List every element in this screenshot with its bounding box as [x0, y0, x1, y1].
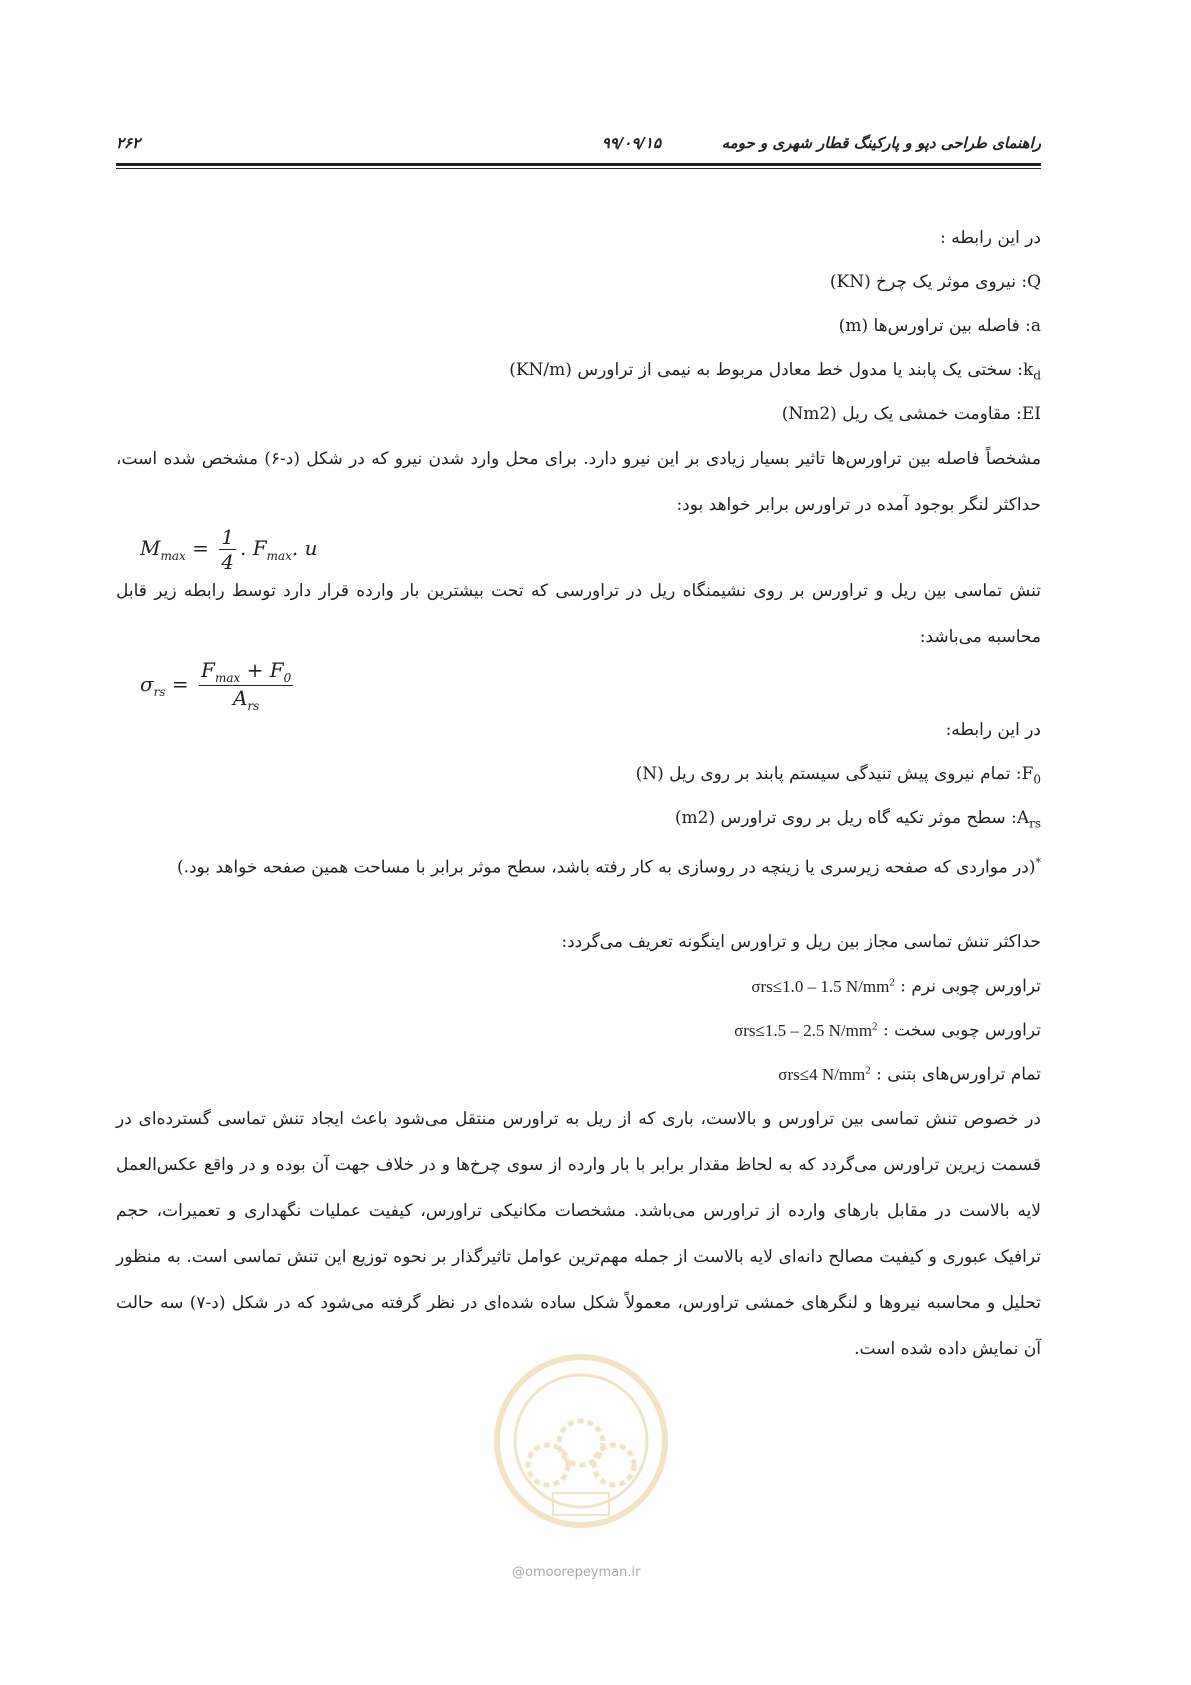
hard-value-text: σrs≤1.5 – 2.5 N/mm: [734, 1020, 873, 1040]
kd-label: k: [1023, 360, 1034, 380]
def-kd: [509, 360, 1041, 382]
ars-sub: rs: [1029, 816, 1041, 831]
concrete-sq: 2: [865, 1064, 871, 1076]
watermark-logo: [493, 1353, 669, 1529]
def-a: a: فاصله بین تراورس‌ها (m): [838, 316, 1041, 336]
header-title: راهنمای طراحی دپو و پارکینگ قطار شهری و حومه: [721, 134, 1041, 152]
paragraph-2: تنش تماسی بین ریل و تراورس بر روی نشیمنگاه ریل در تراورسی که تحت بیشترین بار وارده قرار دارد توسط رابطه زیر قابل محاسبه می‌باشد:: [116, 581, 1041, 647]
eq2-lhs: σ: [140, 672, 154, 696]
page-header: [116, 132, 1041, 162]
eq1-lhs: M: [140, 536, 161, 560]
limit-hard-wood: [734, 1020, 1041, 1041]
limit-concrete: [778, 1064, 1041, 1085]
paragraph-3: در خصوص تنش تماسی بین تراورس و بالاست، باری که از ریل به تراورس منتقل می‌شود باعث ایجاد تنش تماسی گسترده‌ای در قسمت زیرین تراورس می‌گردد که به لحاظ مقدار برابر با بار وارده از سوی چرخ‌ها و در خلاف جهت آن بوده و در واقع عکس‌العمل لایه بالاست در مقابل بارهای وارده از تراورس می‌باشد. مشخصات مکانیکی تراورس، کیفیت عملیات نگهداری و تعمیرات، حجم ترافیک عبوری و کیفیت مصالح دانه‌ای لایه بالاست از جمله مهم‌ترین عوامل تاثیرگذار بر نحوه توزیع این تنش تماسی است. به منظور تحلیل و محاسبه نیروها و لنگرهای خمشی تراورس، معمولاً شکل ساده شده‌ای در نظر گرفته می‌شود که در شکل (د-۷) سه حالت آن نمایش داده شده است.: [116, 1109, 1041, 1359]
equation-stress: $\sigma_{rs}$ = $\frac{F_{max} + F_0}{A_{rs}}$: [140, 658, 292, 713]
page-number: ۲۶۲: [116, 134, 141, 152]
header-rule-thin: [116, 168, 1041, 169]
def-ars: [675, 808, 1041, 830]
def-f0: [636, 764, 1041, 786]
eq2-fraction: [199, 658, 293, 713]
f0-label: F: [1021, 764, 1034, 784]
f0-text: : تمام نیروی پیش تنیدگی سیستم پابند بر روی ریل (N): [635, 764, 1022, 784]
eq2-num-a: F: [201, 658, 215, 682]
eq2-lhs-sub: rs: [153, 685, 166, 699]
watermark-text: @omoorepeyman.ir: [512, 1565, 641, 1580]
def-q: Q: نیروی موثر یک چرخ (KN): [829, 272, 1041, 292]
eq1-den: 4: [221, 550, 235, 574]
eq2-num-a-sub: max: [214, 671, 241, 685]
header-date: ۹۹/۰۹/۱۵: [601, 134, 661, 152]
limits-intro: حداکثر تنش تماسی مجاز بین ریل و تراورس اینگونه تعریف می‌گردد:: [561, 932, 1041, 952]
eq1-lhs-sub: max: [160, 549, 186, 563]
ars-text: : سطح موثر تکیه گاه ریل بر روی تراورس (m2): [674, 808, 1017, 828]
eq1-num: 1: [221, 525, 235, 549]
eq2-num: [199, 658, 293, 686]
eq1-tail: . u: [291, 536, 318, 560]
defs2-intro: در این رابطه:: [945, 720, 1041, 740]
eq1-fraction: [219, 525, 236, 574]
note-text: (در مواردی که صفحه زیرسری یا زینچه در روسازی به کار رفته باشد، سطح موثر برابر با مساحت همین صفحه خواهد بود.): [176, 857, 1036, 878]
kd-sub: d: [1033, 368, 1041, 383]
eq1-rest: . F: [240, 536, 267, 560]
soft-sq: 2: [889, 976, 895, 988]
kd-text: : سختی یک پابند یا مدول خط معادل مربوط به نیمی از تراورس (KN/m): [509, 360, 1023, 380]
soft-value-text: σrs≤1.0 – 1.5 N/mm: [751, 976, 890, 996]
hard-label: تراورس چوبی سخت :: [877, 1020, 1041, 1041]
concrete-value-text: σrs≤4 N/mm: [778, 1064, 866, 1084]
f0-sub: 0: [1033, 772, 1041, 787]
note-paragraph: [116, 840, 1041, 891]
eq2-den: [199, 686, 293, 713]
equation-moment: $M_{max}$ = $\frac{1}{4}$ . $F_{max}$. u: [140, 525, 318, 574]
note-mark: *: [1035, 856, 1041, 869]
eq1-rest-sub: max: [266, 549, 292, 563]
def-ei: EI: مقاومت خمشی یک ریل (Nm2): [781, 404, 1041, 424]
soft-label: تراورس چوبی نرم :: [894, 976, 1041, 997]
paragraph-1: مشخصاً فاصله بین تراورس‌ها تاثیر بسیار زیادی بر این نیرو دارد. برای محل وارد شدن نیرو که در شکل (د-۶) مشخص شده است، حداکثر لنگر بوجود آمده در تراورس برابر خواهد بود:: [116, 449, 1041, 515]
concrete-label: تمام تراورس‌های بتنی :: [870, 1064, 1041, 1085]
eq2-num-plus: + F: [240, 658, 284, 682]
concrete-value: [778, 1065, 870, 1084]
hard-value: [734, 1021, 877, 1040]
limit-soft-wood: [751, 976, 1041, 997]
soft-value: [751, 977, 894, 996]
ars-label: A: [1016, 808, 1030, 828]
hard-sq: 2: [872, 1020, 878, 1032]
eq2-den-sub: rs: [247, 699, 260, 713]
eq2-den-a: A: [232, 686, 248, 710]
defs-intro: در این رابطه :: [940, 228, 1041, 248]
header-rule: [116, 163, 1041, 166]
eq2-num-b-sub: 0: [283, 671, 292, 685]
